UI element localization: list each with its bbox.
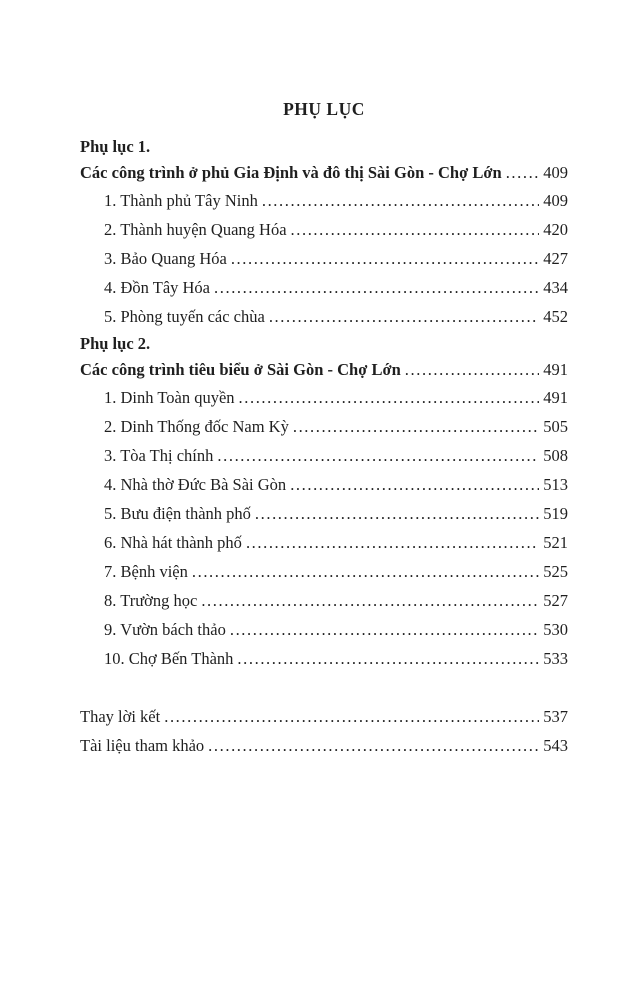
toc-entry — [80, 702, 568, 731]
dot-leader — [230, 615, 539, 644]
toc-entry — [80, 528, 568, 557]
toc-entry-label: 3. Bảo Quang Hóa — [104, 249, 227, 268]
toc-entry-page: 505 — [543, 417, 568, 436]
section-heading-row — [80, 160, 568, 186]
dot-leader — [255, 499, 539, 528]
toc-entry — [80, 470, 568, 499]
toc-entry — [80, 186, 568, 215]
dot-leader — [293, 412, 539, 441]
toc-entry-label: 5. Phòng tuyến các chùa — [104, 307, 265, 326]
section-label: Phụ lục 1. — [80, 137, 151, 156]
section-title: Các công trình tiêu biểu ở Sài Gòn - Chợ Lớn — [80, 360, 401, 379]
toc-entry-label: 9. Vườn bách thảo — [104, 620, 226, 639]
toc-sections — [80, 134, 568, 673]
dot-leader — [291, 215, 540, 244]
toc-entry-page: 508 — [543, 446, 568, 465]
dot-leader — [237, 644, 539, 673]
toc-entry-label: 7. Bệnh viện — [104, 562, 188, 581]
toc-entry-page: 530 — [543, 620, 568, 639]
toc-entry-label: 6. Nhà hát thành phố — [104, 533, 242, 552]
toc-entry-label: 4. Nhà thờ Đức Bà Sài Gòn — [104, 475, 287, 494]
dot-leader — [201, 586, 539, 615]
section-items — [80, 383, 568, 673]
dot-leader — [192, 557, 539, 586]
toc-entry-label: 1. Thành phủ Tây Ninh — [104, 191, 258, 210]
section-label: Phụ lục 2. — [80, 334, 151, 353]
toc-entry — [80, 731, 568, 760]
toc-entry — [80, 615, 568, 644]
toc-entry-page: 521 — [543, 533, 568, 552]
page-title: PHỤ LỤC — [283, 99, 365, 119]
toc-entry-page: 533 — [543, 649, 568, 668]
toc-entry-page: 427 — [543, 249, 568, 268]
toc-entry — [80, 586, 568, 615]
dot-leader — [269, 302, 539, 331]
toc-entry-page: 452 — [543, 307, 568, 326]
toc-entry-label: 2. Dinh Thống đốc Nam Kỳ — [104, 417, 289, 436]
toc-section — [80, 134, 568, 331]
toc-entry-label: 8. Trường học — [104, 591, 198, 610]
toc-entry — [80, 644, 568, 673]
toc-entry-label: 5. Bưu điện thành phố — [104, 504, 251, 523]
toc-entry — [80, 215, 568, 244]
toc-entry — [80, 412, 568, 441]
dot-leader — [246, 528, 539, 557]
toc-entry-page: 527 — [543, 591, 568, 610]
section-heading-row — [80, 357, 568, 383]
dot-leader — [217, 441, 539, 470]
dot-leader — [164, 702, 539, 731]
section-title: Các công trình ở phủ Gia Định và đô thị Sài Gòn - Chợ Lớn — [80, 163, 502, 182]
toc-entry-page: 513 — [543, 475, 568, 494]
toc-entry-page: 434 — [543, 278, 568, 297]
toc-entry — [80, 244, 568, 273]
toc-entry — [80, 273, 568, 302]
toc-entry-label: 4. Đồn Tây Hóa — [104, 278, 211, 297]
toc-entry-page: 537 — [543, 707, 568, 726]
toc-entry — [80, 557, 568, 586]
section-page-number: 491 — [543, 360, 568, 379]
toc-entry-page: 519 — [543, 504, 568, 523]
toc-entry — [80, 383, 568, 412]
dot-leader — [405, 357, 539, 383]
toc-entry-page: 491 — [543, 388, 568, 407]
toc-entry — [80, 499, 568, 528]
toc-entry-label: 1. Dinh Toàn quyền — [104, 388, 235, 407]
toc-entry-label: Thay lời kết — [80, 707, 161, 726]
section-page-number: 409 — [543, 163, 568, 182]
dot-leader — [290, 470, 539, 499]
toc-entry-page: 420 — [543, 220, 568, 239]
section-items — [80, 186, 568, 331]
toc-entry-label: 10. Chợ Bến Thành — [104, 649, 234, 668]
dot-leader — [214, 273, 539, 302]
toc-entry-page: 409 — [543, 191, 568, 210]
dot-leader — [262, 186, 539, 215]
toc-entry-page: 525 — [543, 562, 568, 581]
dot-leader — [208, 731, 539, 760]
toc-entry-label: 3. Tòa Thị chính — [104, 446, 214, 465]
dot-leader — [506, 160, 540, 186]
dot-leader — [239, 383, 540, 412]
toc-section — [80, 331, 568, 673]
dot-leader — [231, 244, 539, 273]
toc-entry-label: 2. Thành huyện Quang Hóa — [104, 220, 287, 239]
toc-entry — [80, 302, 568, 331]
toc-entry-page: 543 — [543, 736, 568, 755]
toc-closing — [80, 702, 568, 760]
toc-entry — [80, 441, 568, 470]
toc-entry-label: Tài liệu tham khảo — [80, 736, 205, 755]
